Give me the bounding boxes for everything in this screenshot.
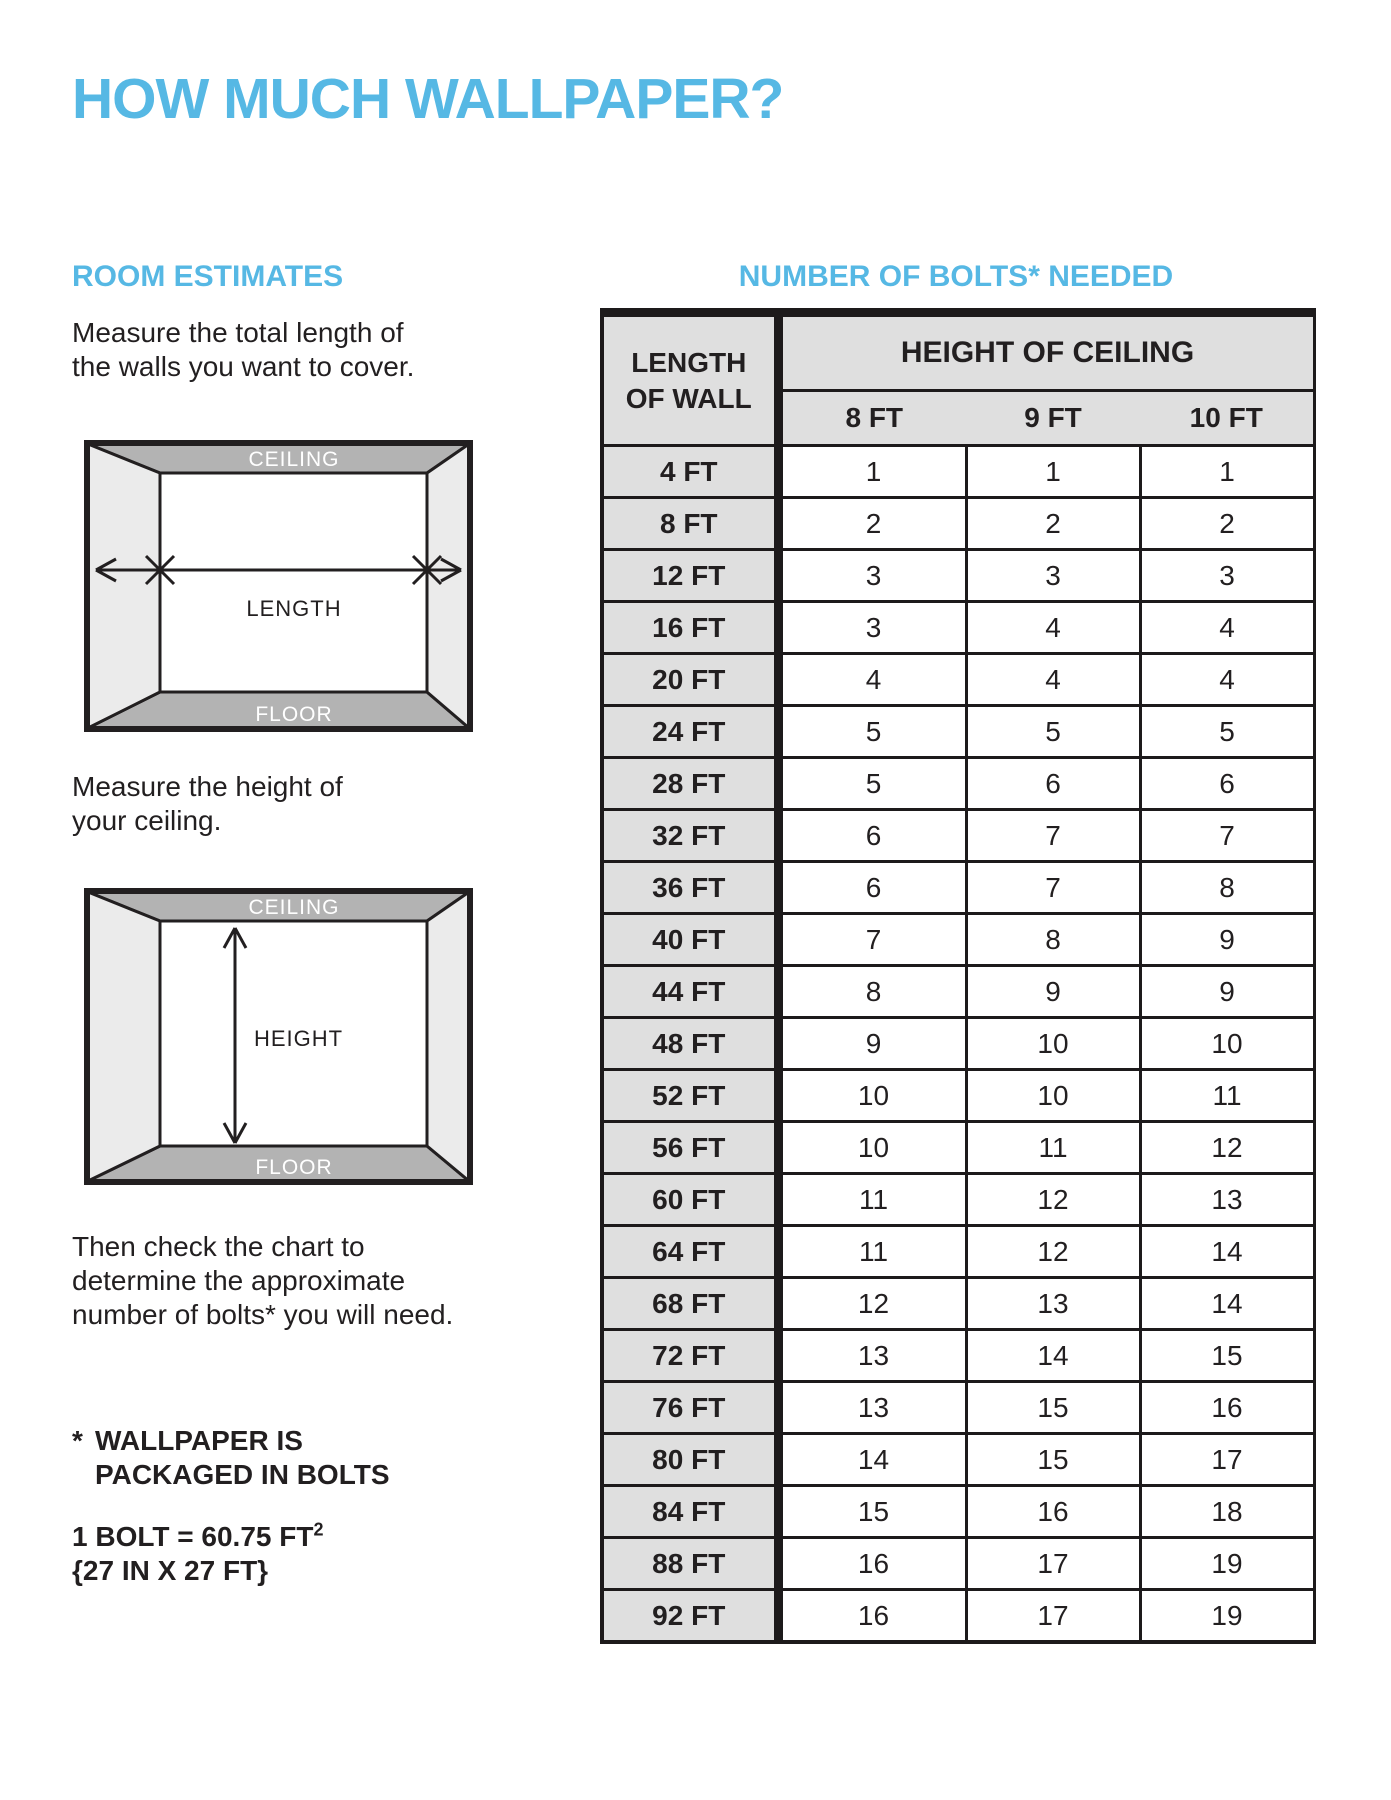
back-wall: [160, 473, 427, 692]
floor-label: FLOOR: [255, 1156, 333, 1179]
wall-length-cell: 20 FT: [602, 654, 778, 706]
instruction-line: the walls you want to cover.: [72, 351, 415, 382]
bolt-count-cell: 17: [966, 1590, 1140, 1643]
bolts-table-body: [602, 446, 1314, 1643]
wall-length-cell: 76 FT: [602, 1382, 778, 1434]
wall-length-cell: 8 FT: [602, 498, 778, 550]
instruction-line: Then check the chart to: [72, 1231, 365, 1262]
footnote-indent: [72, 1458, 95, 1492]
instruction-measure-height: [72, 770, 343, 838]
bolt-count-cell: 7: [778, 914, 966, 966]
right-wall: [427, 444, 469, 728]
bolt-count-cell: 12: [966, 1174, 1140, 1226]
wall-length-cell: 72 FT: [602, 1330, 778, 1382]
table-row: [602, 1278, 1314, 1330]
length-label: LENGTH: [246, 596, 342, 621]
footnote-line: WALLPAPER IS: [95, 1425, 303, 1456]
wall-length-cell: 88 FT: [602, 1538, 778, 1590]
bolt-count-cell: 3: [778, 602, 966, 654]
bolt-count-cell: 15: [1140, 1330, 1314, 1382]
bolt-count-cell: 15: [778, 1486, 966, 1538]
bolt-count-cell: 11: [966, 1122, 1140, 1174]
bolt-count-cell: 14: [1140, 1278, 1314, 1330]
bolt-count-cell: 11: [1140, 1070, 1314, 1122]
bolt-count-cell: 9: [1140, 966, 1314, 1018]
bolt-count-cell: 1: [1140, 446, 1314, 498]
bolt-count-cell: 9: [1140, 914, 1314, 966]
wall-length-cell: 4 FT: [602, 446, 778, 498]
bolt-count-cell: 12: [1140, 1122, 1314, 1174]
table-row: [602, 1486, 1314, 1538]
table-row: [602, 1226, 1314, 1278]
instruction-line: number of bolts* you will need.: [72, 1299, 454, 1330]
room-estimates-heading: ROOM ESTIMATES: [72, 260, 344, 293]
bolt-count-cell: 1: [778, 446, 966, 498]
left-wall: [88, 444, 160, 728]
bolt-count-cell: 8: [1140, 862, 1314, 914]
bolt-count-cell: 14: [966, 1330, 1140, 1382]
wall-length-cell: 36 FT: [602, 862, 778, 914]
bolt-count-cell: 10: [966, 1018, 1140, 1070]
bolt-count-cell: 12: [778, 1278, 966, 1330]
bolt-count-cell: 10: [778, 1070, 966, 1122]
table-header-row-1: [602, 313, 1314, 391]
bolt-count-cell: 9: [966, 966, 1140, 1018]
bolt-count-cell: 8: [778, 966, 966, 1018]
footnote-line: PACKAGED IN BOLTS: [95, 1459, 390, 1490]
table-row: [602, 1174, 1314, 1226]
table-row: [602, 810, 1314, 862]
bolt-count-cell: 17: [1140, 1434, 1314, 1486]
bolt-count-cell: 2: [778, 498, 966, 550]
height-label: HEIGHT: [254, 1026, 344, 1051]
bolt-count-cell: 3: [966, 550, 1140, 602]
group-header-height-of-ceiling: HEIGHT OF CEILING: [778, 313, 1314, 391]
bolt-count-cell: 7: [966, 862, 1140, 914]
table-row: [602, 498, 1314, 550]
wall-length-cell: 40 FT: [602, 914, 778, 966]
bolt-count-cell: 10: [1140, 1018, 1314, 1070]
bolt-count-cell: 17: [966, 1538, 1140, 1590]
bolt-count-cell: 15: [966, 1434, 1140, 1486]
bolt-count-cell: 6: [1140, 758, 1314, 810]
bolt-count-cell: 19: [1140, 1590, 1314, 1643]
ceiling-label: CEILING: [248, 896, 340, 919]
bolts-table: [600, 308, 1316, 1644]
table-row: [602, 758, 1314, 810]
bolt-count-cell: 16: [966, 1486, 1140, 1538]
bolt-count-cell: 7: [1140, 810, 1314, 862]
corner-header-length-of-wall: LENGTH OF WALL: [602, 313, 778, 446]
bolt-count-cell: 1: [966, 446, 1140, 498]
table-row: [602, 550, 1314, 602]
instruction-check-chart: [72, 1230, 453, 1332]
instruction-line: determine the approximate: [72, 1265, 406, 1296]
bolt-count-cell: 6: [778, 810, 966, 862]
table-row: [602, 966, 1314, 1018]
bolt-count-cell: 14: [778, 1434, 966, 1486]
bolt-count-cell: 13: [778, 1382, 966, 1434]
wall-length-cell: 80 FT: [602, 1434, 778, 1486]
col-header-9ft: 9 FT: [966, 391, 1140, 446]
bolt-count-cell: 5: [778, 758, 966, 810]
table-row: [602, 1590, 1314, 1643]
bolt-count-cell: 16: [778, 1538, 966, 1590]
bolt-dimensions: {27 IN X 27 FT}: [72, 1555, 269, 1586]
wall-length-cell: 16 FT: [602, 602, 778, 654]
bolt-count-cell: 9: [778, 1018, 966, 1070]
bolt-count-cell: 11: [778, 1226, 966, 1278]
bolt-count-cell: 14: [1140, 1226, 1314, 1278]
bolts-footnote: [72, 1424, 390, 1492]
bolt-count-cell: 13: [1140, 1174, 1314, 1226]
wall-length-cell: 48 FT: [602, 1018, 778, 1070]
bolt-count-cell: 10: [778, 1122, 966, 1174]
bolt-count-cell: 5: [1140, 706, 1314, 758]
table-row: [602, 706, 1314, 758]
table-row: [602, 862, 1314, 914]
table-row: [602, 1538, 1314, 1590]
bolt-count-cell: 4: [778, 654, 966, 706]
bolt-count-cell: 8: [966, 914, 1140, 966]
col-header-10ft: 10 FT: [1140, 391, 1314, 446]
table-row: [602, 1434, 1314, 1486]
bolt-count-cell: 3: [778, 550, 966, 602]
page-title: HOW MUCH WALLPAPER?: [72, 67, 784, 131]
length-room-diagram-svg: [84, 440, 473, 732]
table-row: [602, 1070, 1314, 1122]
wall-length-cell: 52 FT: [602, 1070, 778, 1122]
wall-length-cell: 44 FT: [602, 966, 778, 1018]
wall-length-cell: 56 FT: [602, 1122, 778, 1174]
wall-length-cell: 60 FT: [602, 1174, 778, 1226]
bolt-count-cell: 4: [1140, 602, 1314, 654]
left-wall: [88, 892, 160, 1181]
squared-superscript: 2: [313, 1519, 324, 1540]
bolt-size-note: [72, 1520, 323, 1588]
table-row: [602, 1382, 1314, 1434]
bolt-count-cell: 4: [1140, 654, 1314, 706]
bolt-count-cell: 5: [778, 706, 966, 758]
bolt-count-cell: 5: [966, 706, 1140, 758]
table-row: [602, 914, 1314, 966]
bolt-count-cell: 19: [1140, 1538, 1314, 1590]
ceiling-label: CEILING: [248, 448, 340, 471]
bolt-count-cell: 12: [966, 1226, 1140, 1278]
bolts-table-wrap: [600, 308, 1316, 1644]
instruction-line: Measure the height of: [72, 771, 343, 802]
wall-length-cell: 24 FT: [602, 706, 778, 758]
bolt-count-cell: 15: [966, 1382, 1140, 1434]
bolt-count-cell: 10: [966, 1070, 1140, 1122]
bolt-count-cell: 16: [1140, 1382, 1314, 1434]
length-room-diagram: [84, 440, 473, 737]
wall-length-cell: 64 FT: [602, 1226, 778, 1278]
table-row: [602, 1122, 1314, 1174]
bolt-count-cell: 3: [1140, 550, 1314, 602]
instruction-measure-length: [72, 316, 414, 384]
height-room-diagram: [84, 888, 473, 1190]
wall-length-cell: 84 FT: [602, 1486, 778, 1538]
table-row: [602, 654, 1314, 706]
height-room-diagram-svg: [84, 888, 473, 1185]
table-row: [602, 1330, 1314, 1382]
bolt-count-cell: 13: [778, 1330, 966, 1382]
wall-length-cell: 12 FT: [602, 550, 778, 602]
bolt-count-cell: 6: [778, 862, 966, 914]
wall-length-cell: 68 FT: [602, 1278, 778, 1330]
bolt-count-cell: 11: [778, 1174, 966, 1226]
instruction-line: your ceiling.: [72, 805, 222, 836]
footnote-asterisk: *: [72, 1425, 83, 1456]
instruction-line: Measure the total length of: [72, 317, 404, 348]
wall-length-cell: 92 FT: [602, 1590, 778, 1643]
bolt-count-cell: 4: [966, 654, 1140, 706]
bolts-needed-heading: NUMBER OF BOLTS* NEEDED: [738, 260, 1174, 293]
col-header-8ft: 8 FT: [778, 391, 966, 446]
bolt-count-cell: 2: [966, 498, 1140, 550]
bolt-count-cell: 7: [966, 810, 1140, 862]
table-row: [602, 602, 1314, 654]
wall-length-cell: 32 FT: [602, 810, 778, 862]
right-wall: [427, 892, 469, 1181]
bolt-count-cell: 13: [966, 1278, 1140, 1330]
bolt-count-cell: 2: [1140, 498, 1314, 550]
table-row: [602, 446, 1314, 498]
bolt-count-cell: 18: [1140, 1486, 1314, 1538]
table-row: [602, 1018, 1314, 1070]
bolt-count-cell: 4: [966, 602, 1140, 654]
floor-label: FLOOR: [255, 703, 333, 726]
bolt-equation: 1 BOLT = 60.75 $FT^2$: [72, 1519, 324, 1552]
bolt-count-cell: 6: [966, 758, 1140, 810]
bolt-count-cell: 16: [778, 1590, 966, 1643]
wall-length-cell: 28 FT: [602, 758, 778, 810]
